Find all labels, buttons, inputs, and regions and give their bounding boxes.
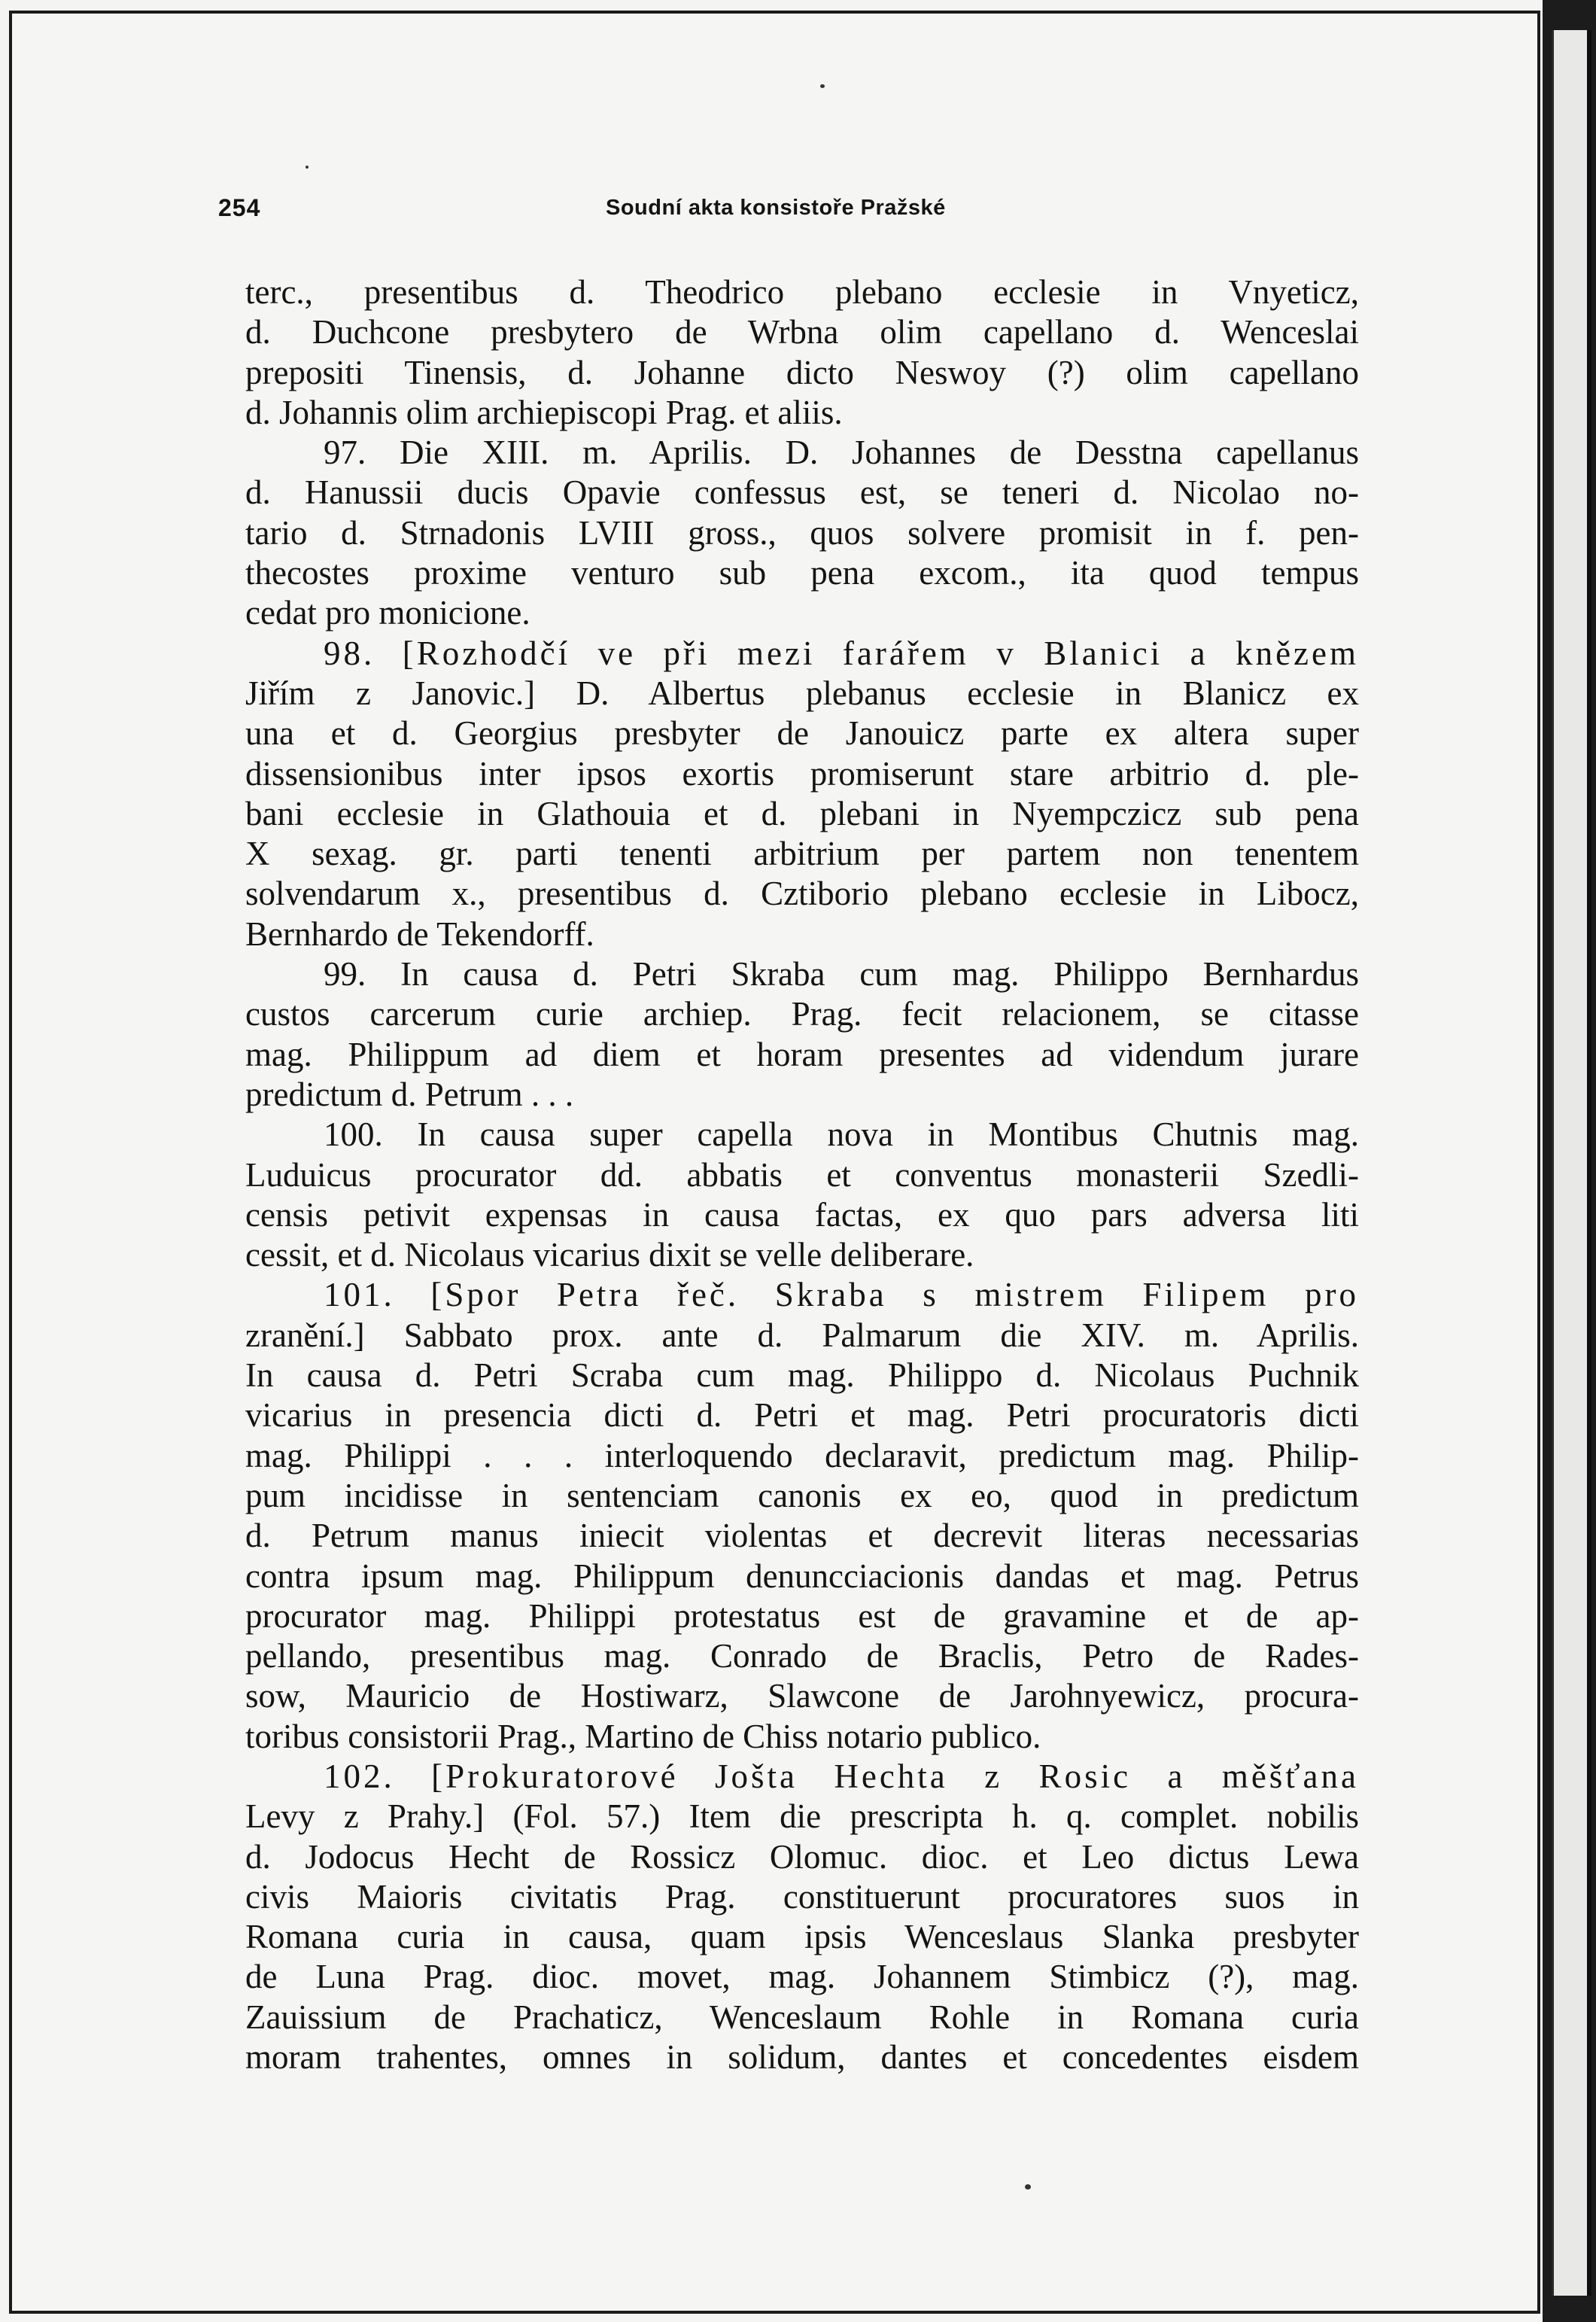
text-line: Zauissium de Prachaticz, Wenceslaum Rohle in Romana curia	[245, 1998, 1359, 2036]
text-line: vicarius in presencia dicti d. Petri et mag. Petri procuratoris dicti	[245, 1396, 1359, 1435]
text-line: predictum d. Petrum . . .	[245, 1075, 574, 1113]
text-line: d. Petrum manus iniecit violentas et decrevit literas necessarias	[245, 1517, 1359, 1555]
text-line: Romana curia in causa, quam ipsis Wenceslaus Slanka presbyter	[245, 1918, 1359, 1956]
text-line: mag. Philippi . . . interloquendo declaravit, predictum mag. Philip-	[245, 1436, 1359, 1474]
text-line: civis Maioris civitatis Prag. constituerunt procuratores suos in	[245, 1877, 1359, 1916]
text-line: 97. Die XIII. m. Aprilis. D. Johannes de Desstna capellanus	[324, 434, 1359, 472]
text-line: de Luna Prag. dioc. movet, mag. Johannem Stimbicz (?), mag.	[245, 1958, 1359, 1996]
text-line: d. Johannis olim archiepiscopi Prag. et aliis.	[245, 393, 843, 431]
text-line: dissensionibus inter ipsos exortis promiserunt stare arbitrio d. ple-	[245, 754, 1359, 793]
text-line: pellando, presentibus mag. Conrado de Braclis, Petro de Rades-	[245, 1637, 1359, 1675]
text-line: cessit, et d. Nicolaus vicarius dixit se velle deliberare.	[245, 1236, 974, 1274]
text-line: Luduicus procurator dd. abbatis et conventus monasterii Szedli-	[245, 1155, 1359, 1194]
text-line: bani ecclesie in Glathouia et d. plebani in Nyempczicz sub pena	[245, 794, 1359, 832]
text-line: censis petivit expensas in causa factas, ex quo pars adversa liti	[245, 1195, 1359, 1234]
text-line: una et d. Georgius presbyter de Janouicz parte ex altera super	[245, 714, 1359, 753]
text-line: prepositi Tinensis, d. Johanne dicto Neswoy (?) olim capellano	[245, 353, 1359, 391]
text-line: X sexag. gr. parti tenenti arbitrium per partem non tenentem	[245, 835, 1359, 873]
text-line: cedat pro monicione.	[245, 594, 530, 632]
text-line: pum incidisse in sentenciam canonis ex eo, quod in predictum	[245, 1476, 1359, 1514]
text-line: sow, Mauricio de Hostiwarz, Slawcone de Jarohnyewicz, procura-	[245, 1677, 1359, 1715]
page-number: 254	[218, 194, 261, 221]
text-line: contra ipsum mag. Philippum denuncciacionis dandas et mag. Petrus	[245, 1557, 1359, 1595]
scan-speck	[1025, 2184, 1031, 2190]
body-text	[245, 272, 1359, 2077]
text-line: custos carcerum curie archiep. Prag. fecit relacionem, se citasse	[245, 995, 1359, 1033]
text-line: zranění.] Sabbato prox. ante d. Palmarum die XIV. m. Aprilis.	[245, 1316, 1359, 1354]
text-line: Bernhardo de Tekendorff.	[245, 914, 594, 953]
text-line: 100. In causa super capella nova in Montibus Chutnis mag.	[324, 1115, 1359, 1154]
running-title: Soudní akta konsistoře Pražské	[606, 196, 946, 220]
text-line: toribus consistorii Prag., Martino de Chiss notario publico.	[245, 1717, 1041, 1755]
text-line: d. Hanussii ducis Opavie confessus est, se teneri d. Nicolao no-	[245, 473, 1359, 512]
scan-speck	[306, 166, 309, 169]
text-line: d. Duchcone presbytero de Wrbna olim capellano d. Wenceslai	[245, 313, 1359, 351]
text-line: 102. [Prokuratorové Jošta Hechta z Rosic a měšťana	[324, 1757, 1359, 1795]
running-head	[218, 194, 1362, 232]
text-line: 98. [Rozhodčí ve při mezi farářem v Blanici a knězem	[324, 634, 1359, 672]
text-line: 99. In causa d. Petri Skraba cum mag. Philippo Bernhardus	[324, 955, 1359, 994]
text-line: procurator mag. Philippi protestatus est de gravamine et de ap-	[245, 1596, 1359, 1635]
text-line: moram trahentes, omnes in solidum, dantes et concedentes eisdem	[245, 2038, 1359, 2077]
text-line: In causa d. Petri Scraba cum mag. Philippo d. Nicolaus Puchnik	[245, 1356, 1359, 1395]
text-line: 101. [Spor Petra řeč. Skraba s mistrem Filipem pro	[324, 1276, 1359, 1314]
scan-speck	[820, 84, 825, 88]
text-line: Jiřím z Janovic.] D. Albertus plebanus ecclesie in Blanicz ex	[245, 674, 1359, 712]
text-line: d. Jodocus Hecht de Rossicz Olomuc. dioc. et Leo dictus Lewa	[245, 1837, 1359, 1876]
text-line: terc., presentibus d. Theodrico plebano ecclesie in Vnyeticz,	[245, 273, 1359, 311]
next-page-edge	[1552, 30, 1591, 2296]
text-line: tario d. Strnadonis LVIII gross., quos solvere promisit in f. pen-	[245, 513, 1359, 552]
text-line: Levy z Prahy.] (Fol. 57.) Item die prescripta h. q. complet. nobilis	[245, 1797, 1359, 1836]
text-line: mag. Philippum ad diem et horam presentes ad videndum jurare	[245, 1035, 1359, 1073]
text-line: thecostes proxime venturo sub pena excom., ita quod tempus	[245, 554, 1359, 592]
text-line: solvendarum x., presentibus d. Cztiborio plebano ecclesie in Libocz,	[245, 875, 1359, 913]
